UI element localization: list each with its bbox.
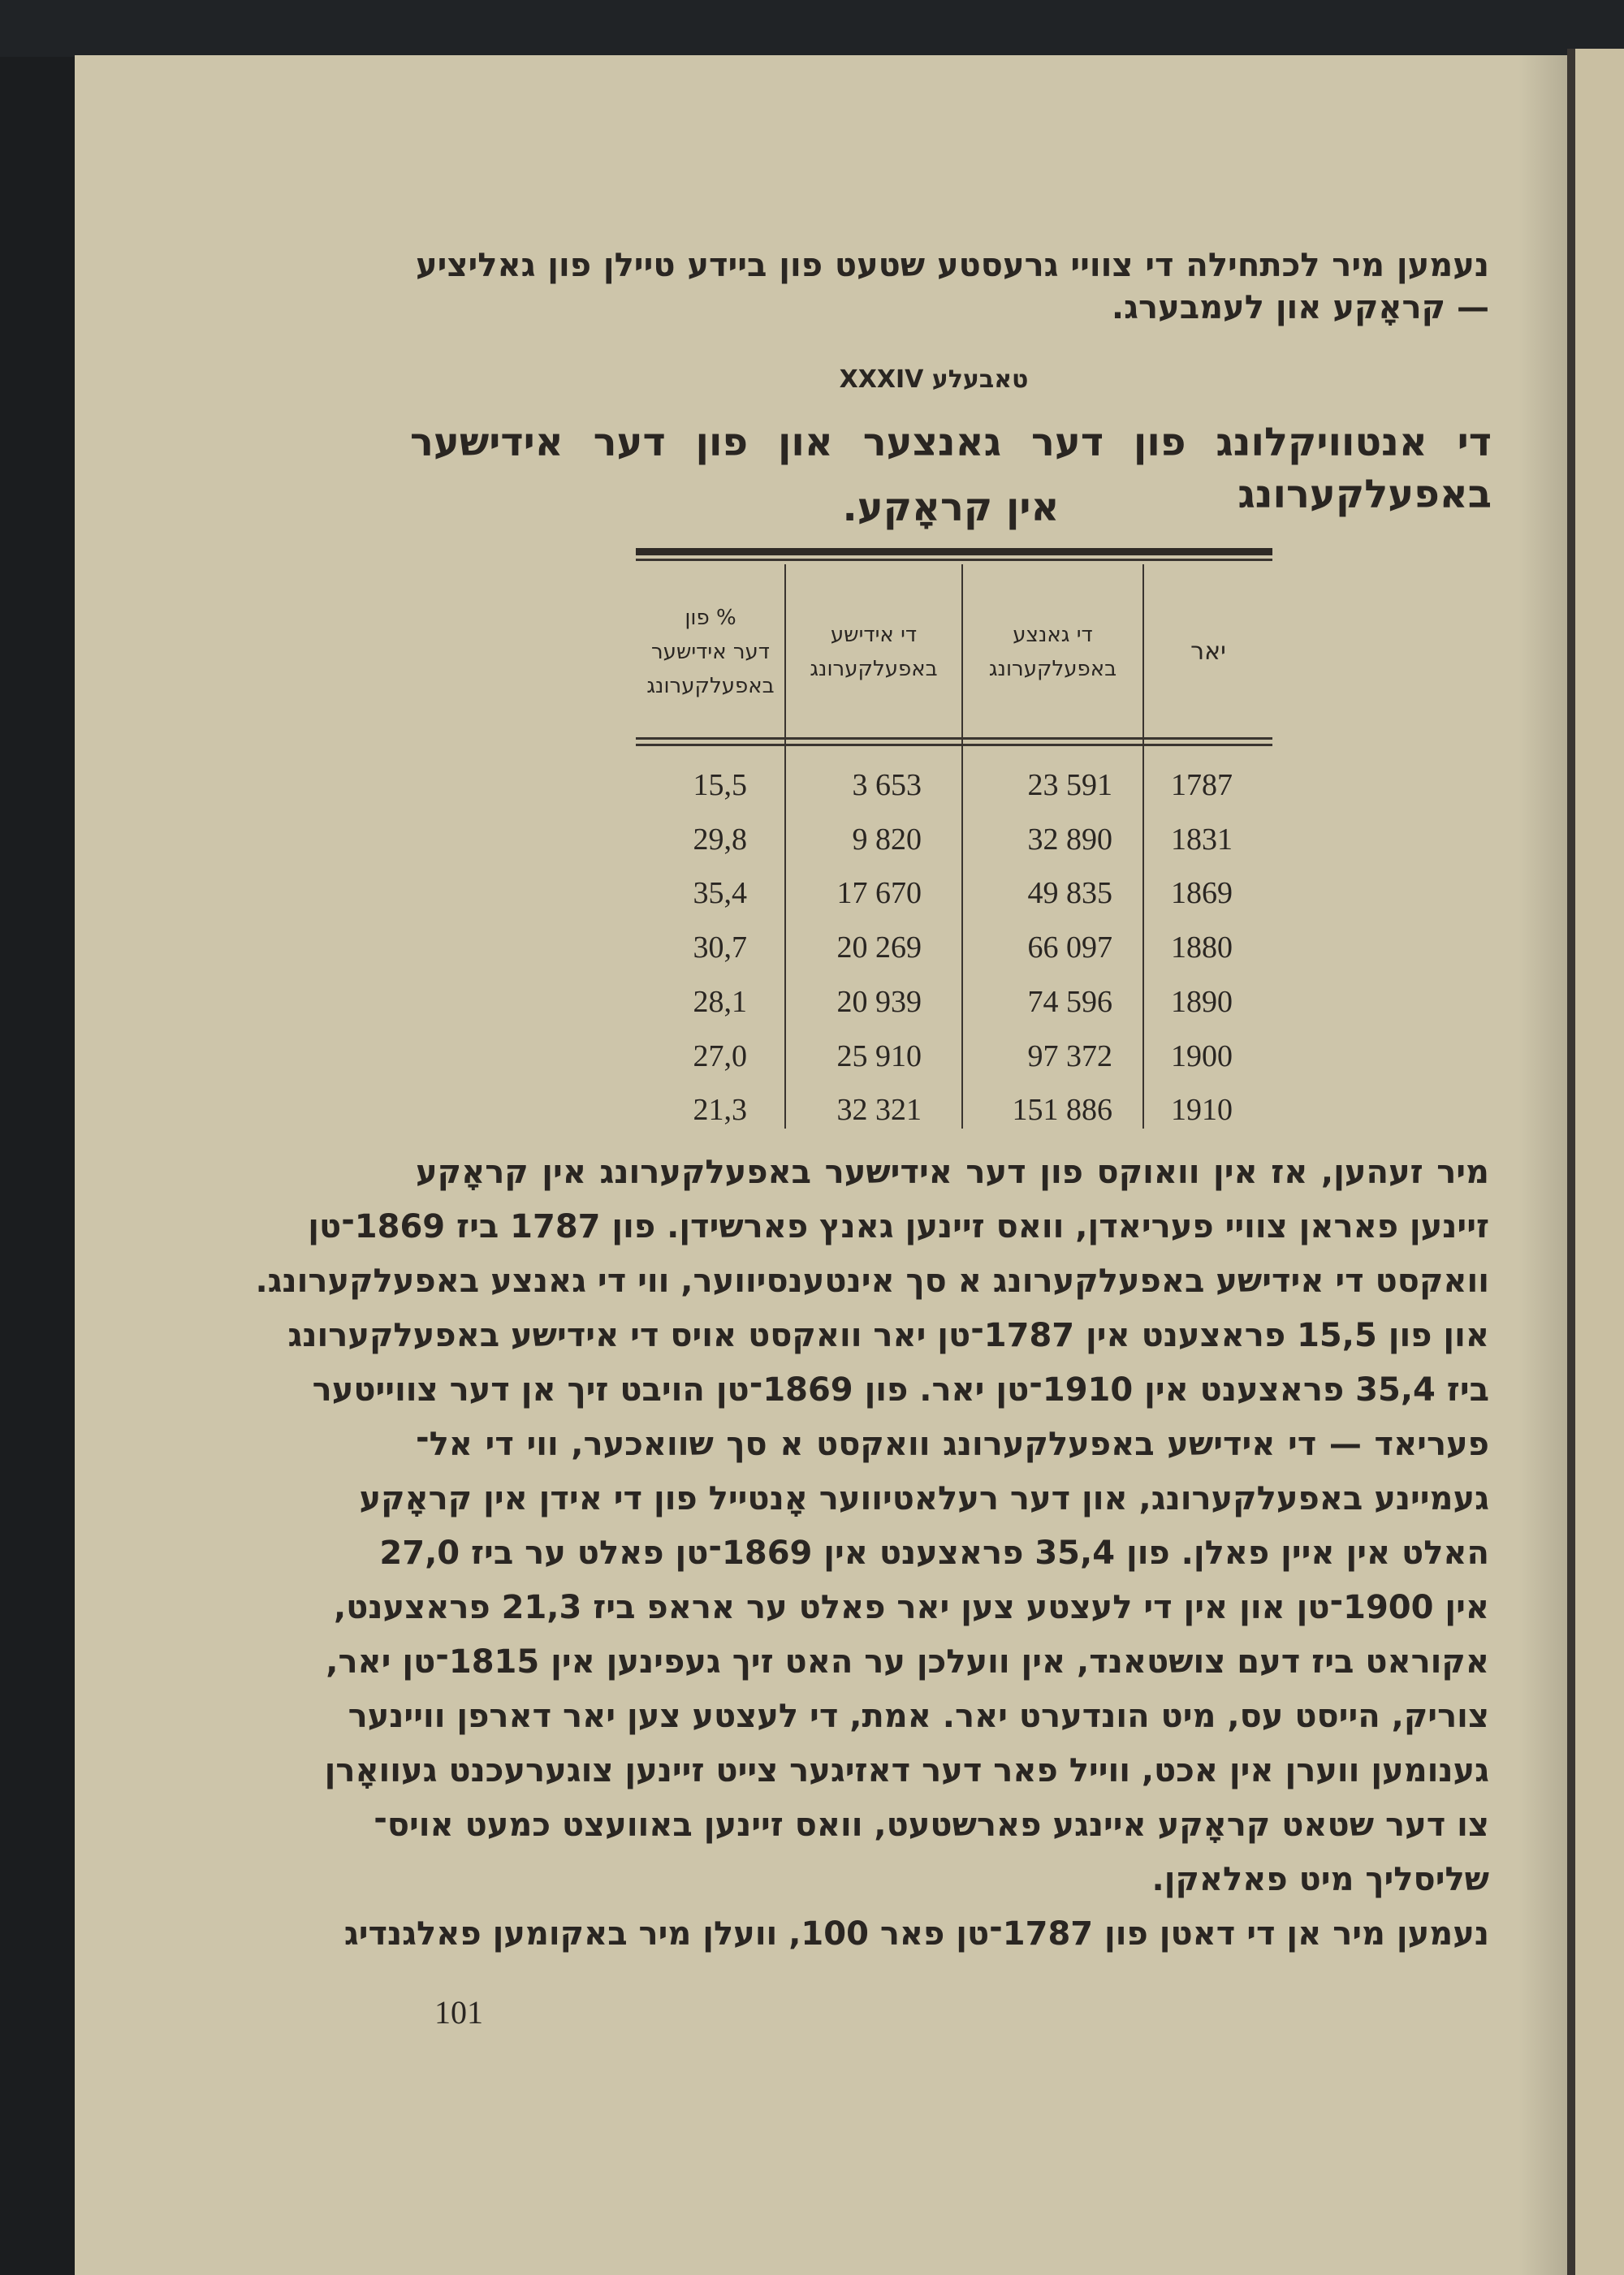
cell-year: 1831 — [1171, 822, 1233, 857]
body-line: צוריק, הייסט עס, מיט הונדערט יאר. אמת, די לעצטע צען יאר דארפן וויינער — [348, 1698, 1489, 1735]
body-line: פעריאד — די אידישע באפעלקערונג וואקסט א סך שוואכער, ווי די אל־ — [416, 1426, 1489, 1463]
header-text: די אידישע — [830, 622, 918, 647]
cell-total: 74 596 — [1027, 984, 1112, 1019]
cell-year: 1910 — [1171, 1093, 1233, 1128]
header-text: די גאנצע — [1013, 622, 1093, 647]
header-total — [963, 568, 1142, 735]
header-text: באפעלקערונג — [988, 656, 1117, 681]
cell-percent: 30,7 — [693, 930, 747, 965]
page-number: 101 — [434, 1994, 483, 2031]
header-text: באפעלקערונג — [646, 673, 775, 698]
cell-jewish: 25 910 — [836, 1038, 922, 1073]
header-year: יאר — [1190, 637, 1226, 666]
cell-jewish: 17 670 — [836, 876, 922, 911]
body-line: האלט אין איין פאלן. פון 35,4 פראצענט אין 1869־טן פאלט ער ביז 27,0 — [379, 1535, 1489, 1572]
cell-year: 1787 — [1171, 768, 1233, 802]
cell-total: 66 097 — [1027, 930, 1112, 965]
header-text: % פון — [685, 605, 736, 630]
cell-jewish: 9 820 — [852, 822, 922, 857]
table-label: טאבעלע XXXIV — [839, 365, 1029, 394]
body-line: צו דער שטאט קראָקע איינגע פארשטעט, וואס זיינען באוועצט כמעט אויס־ — [374, 1807, 1489, 1844]
cell-year: 1900 — [1171, 1038, 1233, 1073]
cell-percent: 15,5 — [693, 768, 747, 802]
cell-total: 49 835 — [1027, 876, 1112, 911]
page-shadow — [1518, 55, 1567, 2275]
book-gutter — [1567, 49, 1575, 2275]
body-line: ביז 35,4 פראצענט אין 1910־טן יאר. פון 1869־טן הויבט זיך אן דער צווייטער — [312, 1371, 1489, 1409]
body-line: גענומען ווערן אין אכט, ווייל פאר דער דאזיגער צייט זיינען צוגערעכנט געוואָרן — [324, 1752, 1489, 1789]
cell-total: 32 890 — [1027, 822, 1112, 857]
cell-total: 151 886 — [1012, 1093, 1112, 1128]
body-line: מיר זעהען, אז אין וואוקס פון דער אידישער באפעלקערונג אין קראָקע — [416, 1154, 1489, 1191]
body-line: נעמען מיר אן די דאטן פון 1787־טן פאר 100, וועלן מיר באקומען פאלגנדיג — [343, 1915, 1489, 1953]
cell-year: 1869 — [1171, 876, 1233, 911]
header-text: באפעלקערונג — [810, 656, 938, 681]
cell-percent: 35,4 — [693, 876, 747, 911]
cell-year: 1890 — [1171, 984, 1233, 1019]
body-line: און פון 15,5 פראצענט אין 1787־טן יאר וואקסט אויס די אידישע באפעלקערונג — [287, 1317, 1489, 1354]
header-rule — [636, 737, 1272, 740]
body-line: אין 1900־טן און אין די לעצטע צען יאר פאלט ער אראפ ביז 21,3 פראצענט, — [333, 1589, 1489, 1626]
cell-percent: 27,0 — [693, 1038, 747, 1073]
cell-jewish: 20 939 — [836, 984, 922, 1019]
cell-total: 23 591 — [1027, 768, 1112, 802]
body-line: אקוראט ביז דעם צושטאנד, אין וועלכן ער האט זיך געפינען אין 1815־טן יאר, — [326, 1643, 1489, 1681]
cell-year: 1880 — [1171, 930, 1233, 965]
table-top-rule — [636, 548, 1272, 555]
facing-page-edge — [1575, 49, 1624, 2275]
intro-line: נעמען מיר לכתחילה די צוויי גרעסטע שטעט פון ביידע טיילן פון גאליציע — [416, 247, 1489, 284]
book-cover-edge — [0, 0, 1624, 57]
body-line: שליסליך מיט פאלאקן. — [1151, 1861, 1489, 1898]
header-jewish — [786, 568, 961, 735]
body-line: וואקסט די אידישע באפעלקערונג א סך אינטענסיווער, ווי די גאנצע באפעלקערונג. — [255, 1263, 1489, 1300]
body-line: זיינען פאראן צוויי פעריאדן, וואס זיינען גאנץ פארשידן. פון 1787 ביז 1869־טן — [308, 1208, 1489, 1245]
table-title: די אנטוויקלונג פון דער גאנצער און פון דער אידישער באפעלקערונג — [410, 420, 1492, 517]
cell-percent: 29,8 — [693, 822, 747, 857]
header-rule — [636, 744, 1272, 746]
intro-line: — קראָקע און לעמבערג. — [1111, 289, 1489, 326]
cell-jewish: 3 653 — [852, 768, 922, 802]
table-title: אין קראָקע. — [842, 485, 1060, 530]
body-line: געמיינע באפעלקערונג, און דער רעלאטיווער אָנטייל פון די אידן אין קראָקע — [359, 1480, 1489, 1517]
cell-jewish: 32 321 — [836, 1093, 922, 1128]
cell-total: 97 372 — [1027, 1038, 1112, 1073]
cell-jewish: 20 269 — [836, 930, 922, 965]
table-top-rule-thin — [636, 559, 1272, 561]
cell-percent: 21,3 — [693, 1093, 747, 1128]
cell-percent: 28,1 — [693, 984, 747, 1019]
header-text: דער אידישער — [651, 639, 770, 664]
header-percent — [637, 568, 784, 735]
